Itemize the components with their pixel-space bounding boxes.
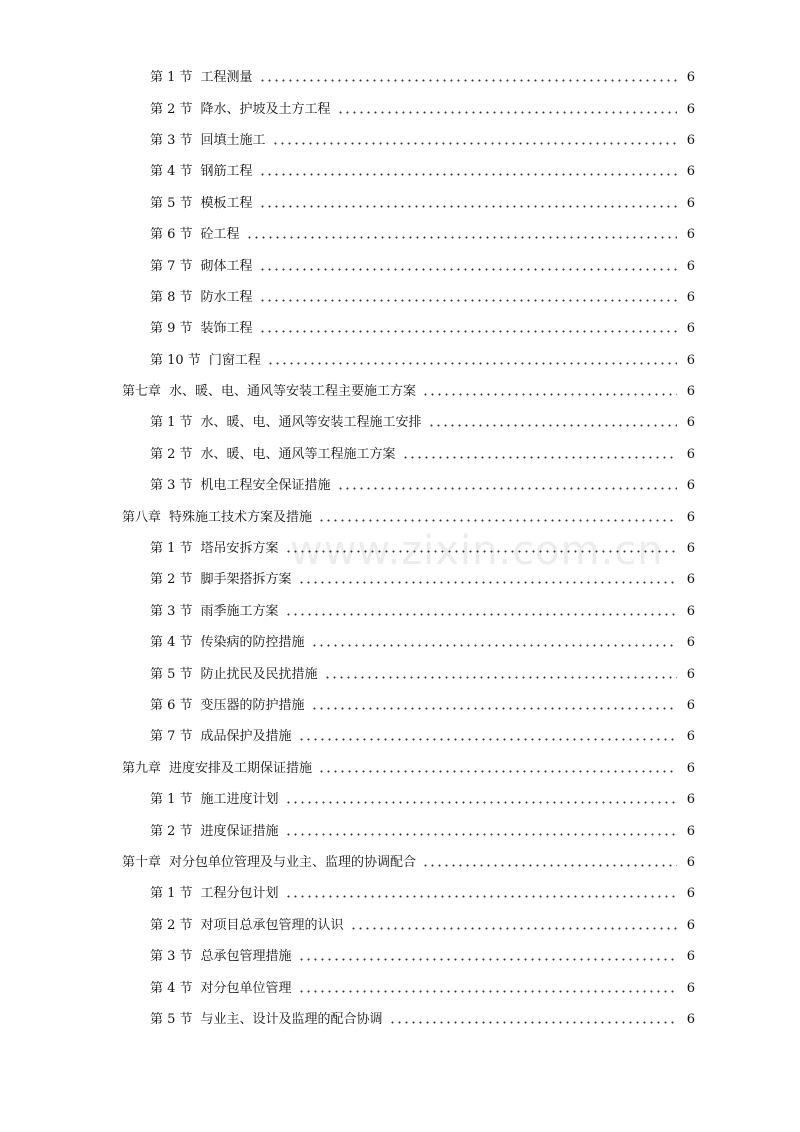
toc-entry-number: 第 4 节 [150,980,193,996]
toc-page-number: 6 [686,478,695,494]
toc-section-entry[interactable] [0,313,800,344]
toc-section-entry[interactable] [0,627,800,658]
toc-entry-title: 对项目总承包管理的认识 [200,917,344,933]
toc-entry-number: 第 6 节 [150,698,193,713]
toc-section-entry[interactable] [0,972,800,1003]
toc-dot-leader [422,393,677,396]
toc-entry-title: 与业主、设计及监理的配合协调 [200,1011,383,1027]
toc-page-number: 6 [686,195,695,211]
toc-dot-leader [298,738,677,741]
toc-page-number: 6 [686,164,695,180]
toc-page-number: 6 [686,886,695,902]
toc-chapter-entry[interactable] [0,847,800,878]
toc-page-number: 6 [686,227,695,243]
toc-section-entry[interactable] [0,815,800,846]
toc-dot-leader [285,895,677,898]
toc-page-number: 6 [686,509,695,525]
watermark: www.zixin.com.cn [290,528,664,574]
toc-entry-number: 第 8 节 [150,289,193,305]
toc-entry-title: 脚手架搭拆方案 [200,572,292,588]
toc-dot-leader [272,142,677,145]
toc-dot-leader [350,927,677,930]
toc-page-number: 6 [686,415,695,431]
toc-entry-title: 水、暖、电、通风等工程施工方案 [200,446,396,462]
toc-section-entry[interactable] [0,910,800,941]
toc-page-number: 6 [686,384,695,400]
toc-entry-title: 门窗工程 [208,352,261,368]
toc-entry-title: 变压器的防护措施 [200,698,305,713]
toc-dot-leader [324,676,677,679]
toc-entry-number: 第 1 节 [150,886,193,902]
toc-page-number: 6 [686,132,695,148]
toc-entry-number: 第八章 [122,509,162,525]
toc-entry-title: 机电工程安全保证措施 [200,478,331,494]
toc-entry-title: 钢筋工程 [200,164,253,180]
toc-entry-number: 第十章 [122,854,162,870]
toc-dot-leader [259,299,677,302]
toc-entry-title: 模板工程 [200,195,253,211]
toc-page-number: 6 [686,698,695,713]
toc-page-number: 6 [686,321,695,337]
toc-entry-number: 第 7 节 [150,258,193,274]
toc-chapter-entry[interactable] [0,753,800,784]
toc-entry-title: 塔吊安拆方案 [200,541,279,557]
toc-section-entry[interactable] [0,125,800,156]
toc-entry-number: 第 2 节 [150,446,193,462]
toc-entry-number: 第 6 节 [150,227,193,243]
toc-entry-number: 第 4 节 [150,164,193,180]
toc-section-entry[interactable] [0,156,800,187]
toc-chapter-entry[interactable] [0,376,800,407]
toc-section-entry[interactable] [0,658,800,689]
toc-section-entry[interactable] [0,784,800,815]
toc-dot-leader [298,581,677,584]
toc-entry-number: 第 5 节 [150,1011,193,1027]
toc-dot-leader [259,79,677,82]
toc-page-number: 6 [686,823,695,839]
toc-entry-number: 第 3 节 [150,478,193,494]
toc-section-entry[interactable] [0,250,800,281]
toc-entry-number: 第 3 节 [150,603,193,619]
toc-dot-leader [318,519,677,522]
toc-page-number: 6 [686,980,695,996]
toc-dot-leader [428,424,677,427]
toc-page-number: 6 [686,258,695,274]
toc-entry-number: 第 10 节 [150,352,201,368]
toc-page-number: 6 [686,603,695,619]
toc-dot-leader [422,864,677,867]
toc-dot-leader [285,833,677,836]
toc-dot-leader [318,770,677,773]
toc-entry-number: 第 1 节 [150,415,193,431]
toc-section-entry[interactable] [0,690,800,721]
toc-page-number: 6 [686,289,695,305]
toc-entry-title: 工程分包计划 [200,886,279,902]
toc-entry-title: 对分包单位管理 [200,980,292,996]
toc-dot-leader [285,613,677,616]
toc-section-entry[interactable] [0,596,800,627]
toc-section-entry[interactable] [0,219,800,250]
toc-entry-number: 第 5 节 [150,666,193,682]
toc-entry-title: 对分包单位管理及与业主、监理的协调配合 [169,854,417,870]
toc-page-number: 6 [686,666,695,682]
toc-page-number: 6 [686,854,695,870]
toc-page-number: 6 [686,792,695,808]
toc-entry-number: 第 3 节 [150,132,193,148]
toc-entry-title: 降水、护坡及土方工程 [200,101,331,117]
toc-dot-leader [337,487,677,490]
toc-entry-title: 回填土施工 [200,132,266,148]
toc-dot-leader [389,1021,677,1024]
toc-entry-title: 进度安排及工期保证措施 [169,760,313,776]
toc-entry-number: 第 1 节 [150,70,193,86]
toc-section-entry[interactable] [0,941,800,972]
toc-entry-number: 第 3 节 [150,949,193,965]
toc-page-number: 6 [686,541,695,557]
toc-section-entry[interactable] [0,878,800,909]
toc-section-entry[interactable] [0,1004,800,1035]
toc-section-entry[interactable] [0,533,800,564]
toc-dot-leader [311,707,677,710]
toc-entry-number: 第九章 [122,760,162,776]
toc-dot-leader [267,362,677,365]
toc-entry-title: 砼工程 [200,227,240,243]
toc-entry-title: 装饰工程 [200,321,253,337]
toc-entry-number: 第 2 节 [150,101,193,117]
toc-entry-title: 防止扰民及民扰措施 [200,666,318,682]
toc-dot-leader [311,644,677,647]
toc-section-entry[interactable] [0,188,800,219]
toc-page-number: 6 [686,352,695,368]
toc-dot-leader [298,990,677,993]
toc-section-entry[interactable] [0,93,800,124]
toc-entry-number: 第七章 [122,384,162,400]
toc-entry-title: 成品保护及措施 [200,729,292,745]
toc-page-number: 6 [686,70,695,86]
toc-dot-leader [298,958,677,961]
toc-entry-title: 施工进度计划 [200,792,279,808]
toc-page-number: 6 [686,760,695,776]
toc-entry-title: 防水工程 [200,289,253,305]
toc-section-entry[interactable] [0,62,800,93]
toc-entry-title: 总承包管理措施 [200,949,292,965]
toc-chapter-entry[interactable] [0,501,800,532]
toc-dot-leader [259,330,677,333]
toc-entry-title: 进度保证措施 [200,823,279,839]
toc-page-number: 6 [686,101,695,117]
toc-entry-title: 水、暖、电、通风等安装工程施工安排 [200,415,422,431]
toc-dot-leader [259,205,677,208]
toc-entry-number: 第 2 节 [150,572,193,588]
toc-section-entry[interactable] [0,564,800,595]
toc-page-number: 6 [686,572,695,588]
toc-section-entry[interactable] [0,439,800,470]
toc-page-number: 6 [686,917,695,933]
toc-entry-title: 特殊施工技术方案及措施 [169,509,313,525]
toc-entry-number: 第 4 节 [150,635,193,651]
toc-page-number: 6 [686,949,695,965]
toc-dot-leader [246,236,677,239]
toc-entry-title: 工程测量 [200,70,253,86]
toc-entry-number: 第 7 节 [150,729,193,745]
toc-entry-number: 第 2 节 [150,823,193,839]
toc-section-entry[interactable] [0,407,800,438]
toc-section-entry[interactable] [0,470,800,501]
toc-page-number: 6 [686,446,695,462]
toc-entry-title: 砌体工程 [200,258,253,274]
toc-entry-title: 雨季施工方案 [200,603,279,619]
toc-dot-leader [259,173,677,176]
toc-page-number: 6 [686,1011,695,1027]
toc-entry-title: 水、暖、电、通风等安装工程主要施工方案 [169,384,417,400]
toc-page-number: 6 [686,729,695,745]
toc-section-entry[interactable] [0,345,800,376]
toc-dot-leader [402,456,677,459]
toc-section-entry[interactable] [0,282,800,313]
toc-dot-leader [285,801,677,804]
toc-entry-number: 第 5 节 [150,195,193,211]
toc-entry-number: 第 1 节 [150,541,193,557]
toc-dot-leader [259,268,677,271]
toc-entry-number: 第 2 节 [150,917,193,933]
toc-entry-title: 传染病的防控措施 [200,635,305,651]
toc-page-number: 6 [686,635,695,651]
toc-entry-number: 第 1 节 [150,792,193,808]
table-of-contents [0,62,800,1035]
toc-section-entry[interactable] [0,721,800,752]
toc-dot-leader [337,111,677,114]
toc-entry-number: 第 9 节 [150,321,193,337]
toc-dot-leader [285,550,677,553]
